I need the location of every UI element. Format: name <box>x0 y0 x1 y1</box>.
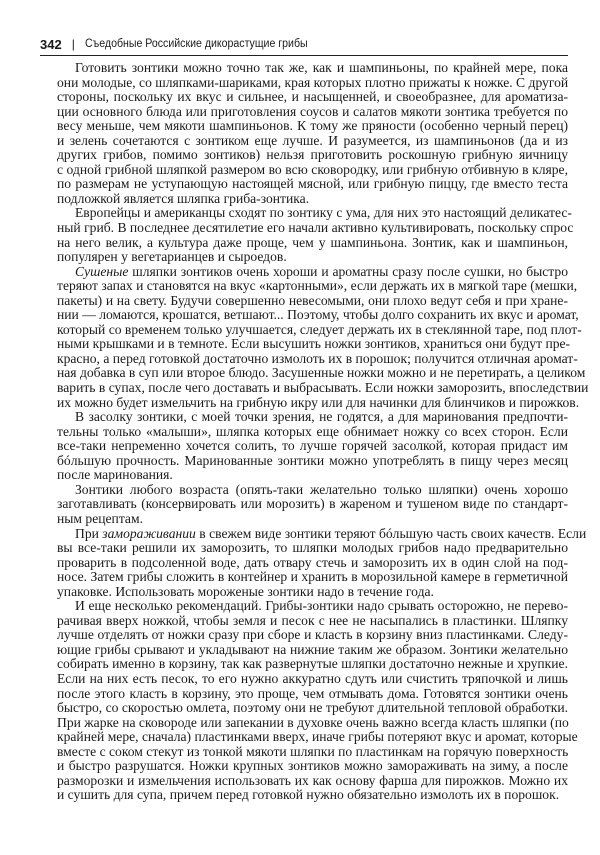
text-line: они молодые, со шляпками-шариками, края которых плотно прижаты к ножке. С другой <box>57 74 569 90</box>
paragraph <box>57 598 578 803</box>
text-line: который со временем только улучшается, следует держать их в стеклянной таре, под плот- <box>57 321 582 337</box>
text-line: пакеты) и на свету. Будучи совершенно невесомыми, они плохо ведут себя и при хране- <box>57 292 568 308</box>
paragraph <box>57 483 568 527</box>
text-line: бóльшую прочность. Маринованные зонтики можно употреблять в пищу через месяц <box>57 452 568 468</box>
text-line: после маринования. <box>57 467 173 483</box>
header-separator: | <box>71 37 75 51</box>
text-line: крайней мере, сначала) пластинками вверх, иначе грибы потеряют вкус и аромат, которые <box>57 729 578 745</box>
text-line: Европейцы и американцы сходят по зонтику с ума, для них это настоящий деликатес- <box>75 205 572 221</box>
text-line: проварить в подсоленной воде, дать отвару стечь и заморозить их в один слой на под- <box>57 554 568 570</box>
emphasized-term: Сушеные <box>75 263 129 279</box>
text-line: ный гриб. В последнее десятилетие его начали активно культивировать, поскольку спрос <box>57 220 574 236</box>
text-line: собирать именно в корзину, так как развернутые шляпки достаточно нежные и хрупкие. <box>57 656 568 672</box>
text-line: и зелень сочетаются с зонтиком еще лучше. И разумеется, из шампиньонов (да и из <box>57 132 568 148</box>
text-line: ющие грибы срывают и укладывают на нижние таким же образом. Зонтики желательно <box>57 641 568 657</box>
paragraph <box>57 410 568 483</box>
text-line: носе. Затем грибы сложить в контейнер и хранить в морозильной камере в герметичной <box>57 569 568 585</box>
text-line: их можно будет измельчить на грибную икру или для начинки для блинчиков и пирожков. <box>57 394 580 410</box>
text-line: других грибов, помимо зонтиков) нельзя приготовить роскошную грибную яичницу <box>57 147 568 163</box>
text-line: после этого класть в корзину, это проще, чем отмывать дома. Готовятся зонтики очень <box>57 685 568 701</box>
text-line: и сушить для супа, причем перед готовкой нужно обязательно измолоть их в порошок. <box>57 787 560 803</box>
text-line: ции основного блюда или приготовления соусов и салатов мякоти зонтика требуется по <box>57 103 568 119</box>
text-segment: При <box>75 525 103 541</box>
text-line: красно, а перед готовкой достаточно измолоть их в порошок; получится отличная аромат- <box>57 350 578 366</box>
text-line: упаковке. Использовать мороженые зонтики надо в течение года. <box>57 583 434 599</box>
text-line: подложкой является шляпка гриба-зонтика. <box>57 190 310 206</box>
text-line: рачивая вверх ножкой, чтобы земля и песок с нее не насыпались в пластинки. Шляпку <box>57 612 568 628</box>
text-line: ным рецептам. <box>57 510 143 526</box>
text-line: тельны только «малыши», шляпка которых еще обнимает ножку со всех сторон. Если <box>57 423 568 439</box>
text-segment: шляпки зонтиков очень хороши и ароматны сразу после сушки, но быстро <box>128 263 568 279</box>
body-text <box>57 60 589 803</box>
text-line: разморозки и измельчения использовать их как основу фарша для пирожков. Можно их <box>57 772 568 788</box>
text-line: В засолку зонтики, с моей точки зрения, не годятся, а для маринования предпочти- <box>75 409 568 425</box>
text-segment: в свежем виде зонтики теряют бóльшую часть своих качеств. Если <box>195 525 587 541</box>
text-line: все-таки непременно хочется солить, то лучше горячей засолкой, которая придаст им <box>57 438 568 454</box>
text-line: Готовить зонтики можно точно так же, как и шампиньоны, по крайней мере, пока <box>75 60 568 75</box>
text-line: быстро, со скоростью омлета, поэтому они не требуют длительной тепловой обработки. <box>57 700 568 716</box>
text-line: Зонтики любого возраста (опять-таки желательно только шляпки) очень хорошо <box>75 481 568 497</box>
page-number: 342 <box>40 36 62 52</box>
text-line: лучше отделять от ножки сразу при сборе и класть в корзину вниз пластинками. Следу- <box>57 627 568 643</box>
text-line: на него велик, а культура даже проще, чем у шампиньона. Зонтик, как и шампиньон, <box>57 234 568 250</box>
text-line: Если на них есть песок, то его нужно аккуратно сдуть или счистить тряпочкой и лишь <box>57 670 568 686</box>
emphasized-term: замораживании <box>102 525 196 541</box>
text-line: вместе с соком стекут из тонкой мякоти шляпки по пластинкам на горячую поверхность <box>57 743 569 759</box>
paragraph <box>57 61 568 206</box>
text-line <box>57 525 587 542</box>
text-line: При жарке на сковороде или запекании в духовке очень важно всегда класть шляпки (по <box>57 714 569 730</box>
text-line: теряют запах и становятся на вкус «картонными», если держать их в мягкой таре (мешки, <box>57 278 578 294</box>
text-line: вы все-таки решили их заморозить, то шляпки молодых грибов надо предварительно <box>57 540 568 556</box>
text-line: весу меньше, чем мякоти шампиньонов. К тому же пряности (особенно черный перец) <box>57 118 568 134</box>
text-line: нии — ломаются, крошатся, ветшают... Поэтому, чтобы долго сохранить их вкус и аромат, <box>57 307 579 323</box>
text-line: ная добавка в суп или второе блюдо. Засушенные ножки можно и не перетирать, а целиком <box>57 365 586 381</box>
running-header <box>40 33 568 56</box>
text-line: И еще несколько рекомендаций. Грибы-зонтики надо срывать осторожно, не перево- <box>75 598 568 614</box>
text-line: стороны, поскольку их вкус и сильнее, и насыщенней, и своеобразнее, для ароматиза- <box>57 89 568 105</box>
paragraph <box>57 263 589 410</box>
paragraph <box>57 525 587 600</box>
text-line: популярен у вегетарианцев и сыроедов. <box>57 249 287 265</box>
text-line: ными крышками и в темноте. Если высушить ножки зонтиков, храниться они будут пре- <box>57 336 571 352</box>
text-line: заготавливать (консервировать или морозить) в жареном и тушеном виде по стандарт- <box>57 496 568 512</box>
text-line: варить в супах, после чего доставать и выбрасывать. Если ножки заморозить, впоследствии <box>57 380 589 396</box>
text-line <box>57 265 568 280</box>
paragraph <box>57 205 574 265</box>
text-line: и быстро разрушатся. Ножки крупных зонтиков можно замораживать на зиму, а после <box>57 758 568 774</box>
text-line: с одной грибной шляпкой размером во всю сковородку, или грибную отбивную в кляре, <box>57 161 568 177</box>
text-line: по размерам не уступающую настоящей мясной, или грибную пиццу, где вместо теста <box>57 176 568 192</box>
running-title: Съедобные Российские дикорастущие грибы <box>84 38 308 50</box>
